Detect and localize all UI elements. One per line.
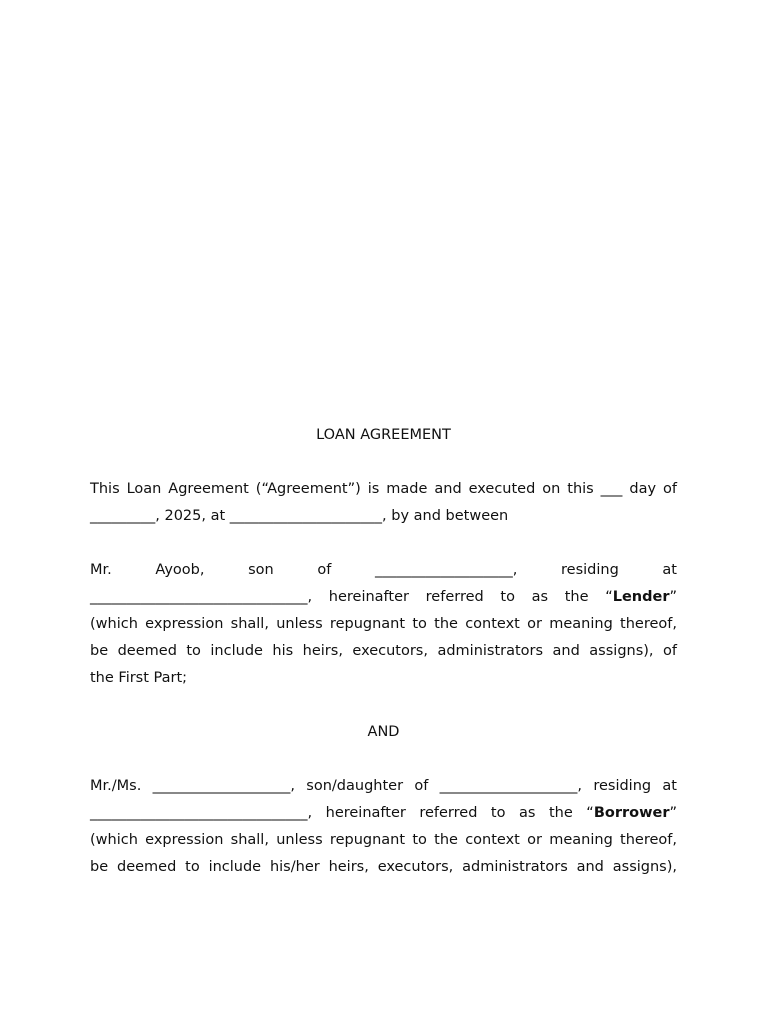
lender-paragraph [90,557,677,692]
borrower-paragraph [90,773,677,881]
intro-line-2: _________, 2025, at _____________________, by and between [90,508,509,524]
lender-line-2-prefix: ______________________________, hereinafter referred to as the “ [90,589,613,605]
borrower-line-2-suffix: ” [669,805,677,821]
lender-line-3: (which expression shall, unless repugnant to the context or meaning thereof, [90,616,677,632]
borrower-line-3: (which expression shall, unless repugnant to the context or meaning thereof, [90,832,677,848]
borrower-line-1: Mr./Ms. ___________________, son/daughter of ___________________, residing at [90,778,677,794]
lender-line-2 [90,584,677,611]
lender-term: Lender [612,589,670,605]
document-page [90,422,677,908]
document-title: LOAN AGREEMENT [316,427,451,443]
borrower-line-2 [90,800,677,827]
lender-line-1: Mr. Ayoob, son of ___________________, residing at [90,562,677,578]
and-separator: AND [367,724,400,740]
intro-line-1: This Loan Agreement (“Agreement”) is made and executed on this ___ day of [90,481,677,497]
borrower-term: Borrower [593,805,670,821]
lender-line-2-suffix: ” [669,589,677,605]
intro-paragraph [90,476,677,530]
lender-line-4: be deemed to include his heirs, executors, administrators and assigns), of [90,643,677,659]
borrower-line-4: be deemed to include his/her heirs, executors, administrators and assigns), [90,859,677,875]
borrower-line-2-prefix: ______________________________, hereinafter referred to as the “ [90,805,594,821]
lender-line-5: the First Part; [90,670,188,686]
